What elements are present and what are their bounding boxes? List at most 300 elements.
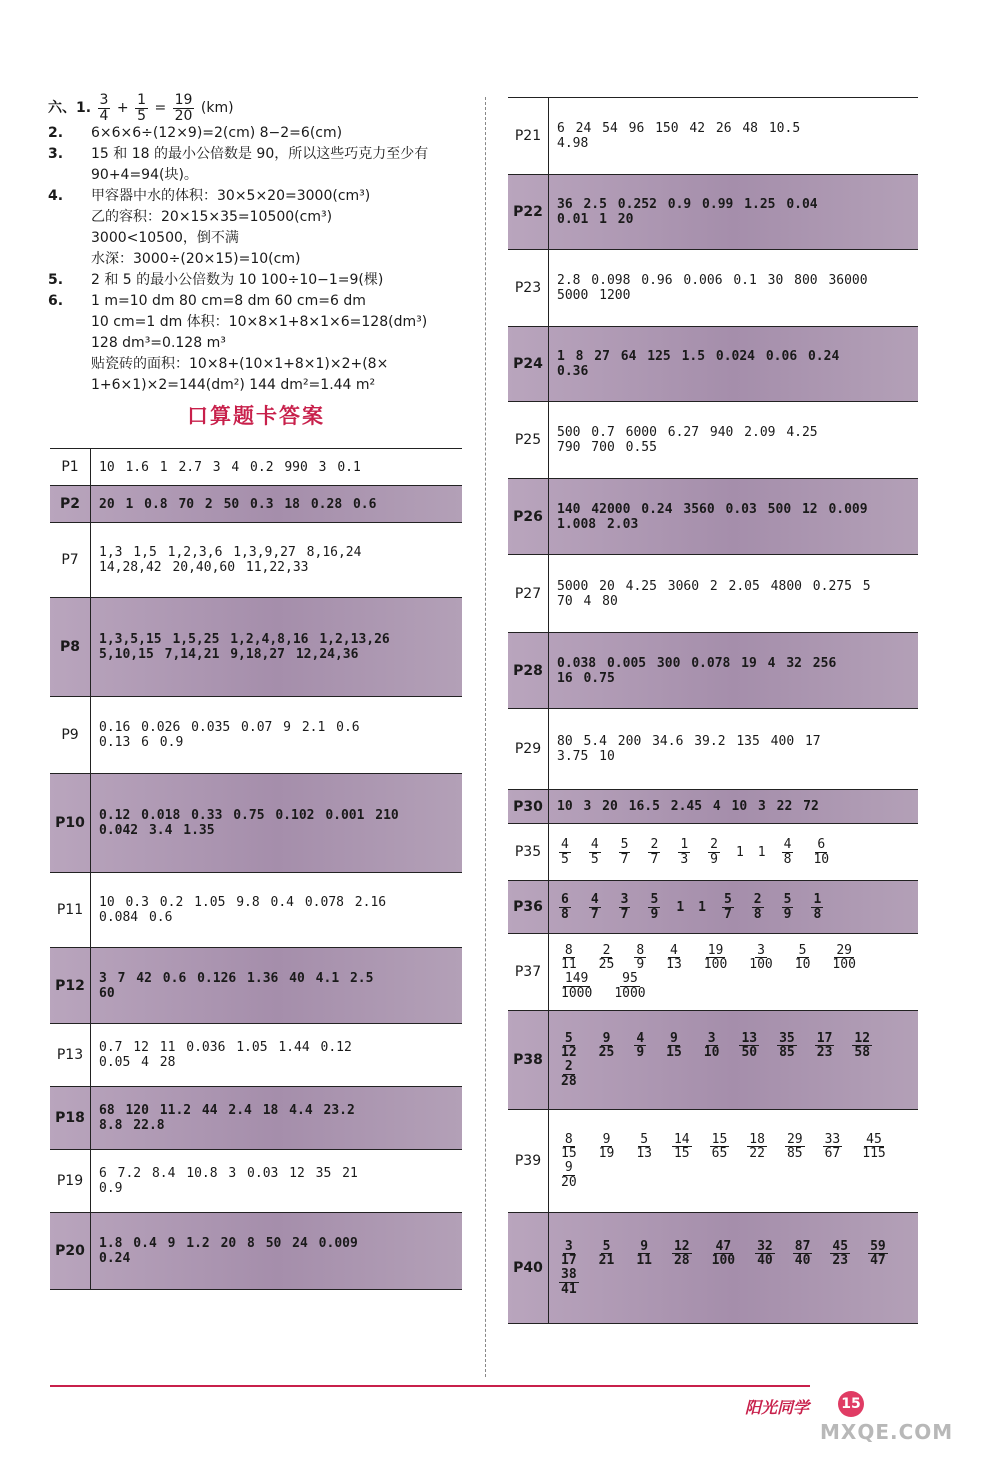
solution-text: 甲容器中水的体积：30×5×20=3000(cm³) [91, 188, 371, 205]
answer-values [549, 1110, 918, 1212]
page-label: P7 [50, 523, 91, 597]
page-label: P11 [50, 873, 91, 947]
answer-line [557, 1161, 910, 1189]
fraction [664, 1032, 684, 1060]
page-label: P18 [50, 1087, 91, 1149]
page-label: P27 [508, 555, 549, 632]
answer-line: 0.084 0.6 [99, 910, 173, 925]
denominator: 20 [561, 1174, 577, 1190]
denominator: 7 [650, 851, 659, 867]
answer-line: 16 0.75 [557, 670, 615, 686]
answer-line: 0.16 0.026 0.035 0.07 9 2.1 0.6 [99, 720, 360, 735]
page-label: P8 [50, 598, 91, 696]
numerator: 5 [650, 891, 659, 907]
fraction [785, 1133, 805, 1161]
page-label: P37 [508, 934, 549, 1010]
numerator: 18 [749, 1131, 765, 1147]
numerator: 2 [564, 1059, 573, 1074]
numerator: 33 [824, 1131, 841, 1147]
answer-line: 10 1.6 1 2.7 3 4 0.2 990 3 0.1 [99, 459, 361, 475]
denominator: 65 [711, 1146, 728, 1162]
denominator: 115 [862, 1146, 886, 1162]
solution-text: 15 和 18 的最小公倍数是 90，所以这些巧克力至少有 [91, 146, 429, 163]
answer-line: 10 0.3 0.2 1.05 9.8 0.4 0.078 2.16 [99, 895, 387, 910]
denominator: 7 [723, 906, 732, 922]
numerator: 9 [640, 1238, 649, 1254]
answer-row [50, 598, 462, 697]
denominator: 50 [741, 1045, 758, 1061]
answer-line: 20 1 0.8 70 2 50 0.3 18 0.28 0.6 [99, 496, 377, 512]
answer-values [91, 1213, 462, 1289]
denominator: 8 [783, 851, 792, 867]
answer-row [508, 1110, 918, 1213]
answer-values [91, 486, 462, 522]
fraction [777, 1032, 797, 1060]
fraction [559, 1032, 579, 1060]
denominator: 17 [561, 1253, 577, 1269]
answer-row [508, 175, 918, 250]
numerator: 9 [602, 1030, 611, 1046]
fraction [747, 944, 774, 972]
numerator: 87 [794, 1238, 811, 1254]
answer-row [50, 1150, 462, 1213]
numerator: 8 [636, 942, 645, 958]
answer-line: 0.7 12 11 0.036 1.05 1.44 0.12 [99, 1040, 352, 1055]
answer-row [50, 948, 462, 1024]
denominator: 8 [561, 906, 569, 922]
page-number: 15 [838, 1391, 864, 1417]
solution-label: 5. [48, 272, 64, 289]
answer-row [50, 1213, 462, 1290]
answer-values [549, 250, 918, 326]
fraction [634, 1032, 646, 1060]
answer-values [91, 774, 462, 872]
solution-text: 3000<10500，倒不满 [91, 230, 239, 247]
fraction [755, 1240, 775, 1268]
page-label: P1 [50, 449, 91, 485]
numerator: 4 [636, 1030, 645, 1046]
numerator: 149 [564, 971, 589, 986]
answer-line: 1 8 27 64 125 1.5 0.024 0.06 0.24 [557, 349, 840, 364]
solution-text: 乙的容积：20×15×35=10500(cm³) [91, 209, 333, 226]
page-label: P30 [508, 790, 549, 823]
fraction [559, 1268, 579, 1296]
solution-line [48, 123, 468, 144]
answer-line [557, 1032, 910, 1060]
solution-line [48, 375, 468, 396]
solution-lines [48, 123, 468, 396]
whole-number: 1 [735, 844, 744, 860]
numerator: 3 [564, 1238, 573, 1254]
numerator: 59 [870, 1238, 886, 1254]
numerator: 4 [590, 836, 599, 852]
denominator: 7 [620, 906, 629, 922]
solution-line [48, 228, 468, 249]
answer-row [508, 555, 918, 633]
fraction: $\frac{3}{4}$ [99, 92, 109, 124]
answer-line: 0.9 [99, 1181, 123, 1196]
fraction [830, 944, 857, 972]
answer-row [50, 449, 462, 486]
numerator: 95 [622, 971, 638, 986]
page-label: P29 [508, 709, 549, 789]
fraction [648, 838, 660, 866]
denominator: 7 [620, 851, 629, 867]
denominator: 15 [561, 1146, 577, 1162]
numerator: 9 [670, 1030, 678, 1046]
fraction [782, 893, 794, 921]
answer-line [557, 838, 910, 866]
whole-number: 1 [698, 899, 706, 915]
denominator: 9 [783, 906, 792, 922]
fraction [672, 1133, 692, 1161]
answer-line: 6 24 54 96 150 42 26 48 10.5 [557, 121, 801, 136]
answer-line: 3 7 42 0.6 0.126 1.36 40 4.1 2.5 [99, 970, 374, 986]
denominator: 12 [561, 1045, 577, 1061]
fraction [672, 1240, 692, 1268]
fraction [678, 838, 690, 866]
answer-row [508, 327, 918, 402]
denominator: 7 [590, 906, 599, 922]
solution-line [48, 207, 468, 228]
answer-line: 36 2.5 0.252 0.9 0.99 1.25 0.04 [557, 197, 818, 212]
numerator: 3 [707, 1030, 716, 1046]
solution-line [48, 270, 468, 291]
page-label: P26 [508, 479, 549, 554]
numerator: 17 [816, 1030, 833, 1046]
answer-values [549, 1213, 918, 1323]
numerator: 29 [786, 1131, 803, 1147]
fraction [782, 838, 794, 866]
numerator: 15 [711, 1131, 728, 1147]
fraction [860, 1133, 887, 1161]
fraction [597, 1032, 617, 1060]
fraction [597, 944, 617, 972]
fraction [708, 838, 720, 866]
answer-line: 8.8 22.8 [99, 1118, 165, 1133]
answer-values [91, 1024, 462, 1086]
solution-line [48, 291, 468, 312]
answer-line: 140 42000 0.24 3560 0.03 500 12 0.009 [557, 501, 868, 517]
solutions-section [48, 93, 468, 396]
solution-label: 4. [48, 188, 64, 205]
answer-line [557, 1240, 910, 1268]
denominator: 8 [753, 906, 762, 922]
denominator: 100 [832, 957, 856, 973]
solution-text: 6×6×6÷(12×9)=2(cm) 8−2=6(cm) [91, 125, 343, 142]
answer-values [91, 1087, 462, 1149]
answer-line [557, 893, 910, 921]
answer-line [557, 1060, 910, 1088]
fraction [702, 1032, 722, 1060]
answer-row [50, 1087, 462, 1150]
fraction [634, 944, 646, 972]
answer-row [508, 98, 918, 175]
answer-row [508, 479, 918, 555]
fraction [559, 893, 571, 921]
fraction [612, 972, 647, 1000]
numerator: 4 [561, 836, 569, 852]
answer-line: 14,28,42 20,40,60 11,22,33 [99, 560, 309, 575]
fraction [559, 972, 594, 1000]
watermark: MXQE.COM [820, 1420, 954, 1444]
answer-line: 0.12 0.018 0.33 0.75 0.102 0.001 210 [99, 808, 399, 823]
fraction [559, 1060, 579, 1088]
fraction [634, 1240, 654, 1268]
numerator: 14 [673, 1131, 690, 1147]
fraction [559, 838, 571, 866]
denominator: 9 [636, 957, 645, 973]
answer-values [549, 98, 918, 174]
answer-values [549, 633, 918, 708]
footer-rule [50, 1385, 810, 1387]
denominator: 67 [824, 1146, 841, 1162]
answer-line [557, 1268, 910, 1296]
answer-line: 0.042 3.4 1.35 [99, 823, 215, 838]
page-label: P38 [508, 1011, 549, 1109]
denominator: 5 [561, 851, 569, 867]
numerator: 5 [640, 1131, 649, 1147]
solution-line [48, 354, 468, 375]
answer-line: 70 4 80 [557, 593, 618, 609]
fraction [739, 1032, 759, 1060]
denominator: 11 [561, 957, 577, 973]
fraction [830, 1240, 850, 1268]
answer-values [549, 175, 918, 249]
denominator: 1000 [614, 985, 646, 1001]
solution-line [48, 144, 468, 165]
numerator: 5 [798, 942, 807, 958]
denominator: 9 [710, 851, 718, 867]
solution-label: 六、1. [48, 100, 92, 117]
fraction [559, 1133, 579, 1161]
answer-table-left [50, 448, 462, 1290]
denominator: 21 [598, 1253, 615, 1269]
answer-values [91, 598, 462, 696]
page-label: P20 [50, 1213, 91, 1289]
numerator: 45 [866, 1131, 882, 1147]
answer-values [549, 402, 918, 478]
denominator: 22 [749, 1146, 765, 1162]
answer-row [508, 709, 918, 790]
fraction [811, 838, 831, 866]
fraction [793, 944, 813, 972]
column-divider [485, 97, 486, 1377]
denominator: 13 [666, 957, 682, 973]
denominator: 28 [673, 1253, 690, 1269]
denominator: 100 [711, 1253, 736, 1269]
denominator: 23 [816, 1045, 833, 1061]
answer-values [549, 824, 918, 880]
denominator: 100 [749, 957, 773, 973]
brand-logo: 阳光同学 [745, 1398, 810, 1417]
answer-values [91, 1150, 462, 1212]
solution-line [48, 165, 468, 186]
denominator: 41 [561, 1281, 577, 1297]
numerator: 5 [620, 836, 629, 852]
solution-text: 10 cm=1 dm 体积：10×8×1+8×1×6=128(dm³) [91, 314, 428, 331]
page-label: P21 [508, 98, 549, 174]
answer-line: 6 7.2 8.4 10.8 3 0.03 12 35 21 [99, 1166, 358, 1181]
denominator: 23 [832, 1253, 849, 1269]
numerator: 19 [707, 942, 724, 958]
numerator: 29 [836, 942, 852, 958]
answer-line: 4.98 [557, 136, 589, 151]
fraction [710, 1133, 730, 1161]
solution-text: 128 dm³=0.128 m³ [91, 335, 226, 352]
page-label: P10 [50, 774, 91, 872]
fraction: $\frac{1}{5}$ [137, 92, 146, 124]
fraction: $\frac{19}{20}$ [174, 92, 193, 124]
fraction [619, 893, 631, 921]
numerator: 45 [832, 1238, 849, 1254]
denominator: 10 [794, 957, 811, 973]
solution-text: 1 m=10 dm 80 cm=8 dm 60 cm=6 dm [91, 293, 366, 310]
answer-row [508, 824, 918, 881]
fraction [793, 1240, 813, 1268]
solution-line [48, 333, 468, 354]
answer-line: 0.13 6 0.9 [99, 735, 184, 750]
answer-row [508, 250, 918, 327]
fraction [752, 893, 764, 921]
answer-line: 80 5.4 200 34.6 39.2 135 400 17 [557, 734, 821, 749]
page-label: P25 [508, 402, 549, 478]
fraction [823, 1133, 843, 1161]
solution-text: 水深：3000÷(20×15)=10(cm) [91, 251, 301, 268]
solution-line [48, 186, 468, 207]
answer-line: 500 0.7 6000 6.27 940 2.09 4.25 [557, 425, 818, 440]
answer-values [91, 523, 462, 597]
numerator: 8 [564, 942, 573, 958]
answer-row [50, 873, 462, 948]
whole-number: 1 [676, 899, 685, 915]
answer-line: 1.8 0.4 9 1.2 20 8 50 24 0.009 [99, 1236, 358, 1251]
answer-row [508, 1213, 918, 1324]
answer-line: 5000 20 4.25 3060 2 2.05 4800 0.275 5 [557, 578, 871, 594]
denominator: 3 [680, 851, 689, 867]
answer-values [549, 555, 918, 632]
answer-line: 60 [99, 985, 115, 1001]
fraction [747, 1133, 767, 1161]
page-label: P23 [508, 250, 549, 326]
fraction [597, 1240, 617, 1268]
denominator: 13 [636, 1146, 652, 1162]
answer-line: 1,3 1,5 1,2,3,6 1,3,9,27 8,16,24 [99, 545, 362, 560]
numerator: 3 [620, 891, 629, 907]
answer-line: 0.36 [557, 364, 589, 379]
denominator: 19 [598, 1146, 615, 1162]
answer-line [557, 972, 910, 1000]
page-label: P12 [50, 948, 91, 1023]
fraction [710, 1240, 737, 1268]
answer-row [50, 774, 462, 873]
solution-label: 3. [48, 146, 64, 163]
fraction [559, 944, 579, 972]
numerator: 5 [723, 891, 732, 907]
fraction [722, 893, 734, 921]
answer-values [91, 697, 462, 773]
solution-line [48, 312, 468, 333]
answer-values [91, 873, 462, 947]
fraction [597, 1133, 617, 1161]
numerator: 6 [817, 836, 826, 852]
numerator: 3 [757, 942, 765, 958]
numerator: 9 [602, 1131, 611, 1147]
answer-values [91, 948, 462, 1023]
answer-row [50, 523, 462, 598]
fraction [559, 1161, 579, 1189]
answer-values [91, 449, 462, 485]
answer-row [508, 1011, 918, 1110]
denominator: 28 [561, 1073, 577, 1089]
answer-line: 0.24 [99, 1251, 131, 1266]
fraction [811, 893, 823, 921]
numerator: 12 [673, 1238, 690, 1254]
answer-line: 0.038 0.005 300 0.078 19 4 32 256 [557, 655, 837, 671]
numerator: 2 [710, 836, 718, 852]
numerator: 2 [602, 942, 611, 958]
denominator: 40 [794, 1253, 811, 1269]
numerator: 4 [670, 942, 678, 958]
page-label: P13 [50, 1024, 91, 1086]
answer-values [549, 1011, 918, 1109]
denominator: 40 [757, 1253, 773, 1269]
answer-line: 5,10,15 7,14,21 9,18,27 12,24,36 [99, 647, 359, 662]
answer-table-right [508, 97, 918, 1324]
fraction [815, 1032, 835, 1060]
denominator: 8 [813, 906, 822, 922]
answer-row [508, 402, 918, 479]
solution-text: 90+4=94(块)。 [91, 167, 198, 184]
answer-line [557, 944, 910, 972]
page-label: P2 [50, 486, 91, 522]
denominator: 1000 [561, 985, 593, 1001]
numerator: 5 [602, 1238, 611, 1254]
denominator: 25 [598, 957, 615, 973]
page-label: P40 [508, 1213, 549, 1323]
page-label: P22 [508, 175, 549, 249]
answer-values [549, 479, 918, 554]
numerator: 13 [741, 1030, 758, 1046]
answer-row [50, 697, 462, 774]
fraction [559, 1240, 579, 1268]
answer-values [549, 790, 918, 823]
numerator: 2 [650, 836, 659, 852]
denominator: 10 [703, 1045, 720, 1061]
fraction [852, 1032, 872, 1060]
denominator: 11 [636, 1253, 652, 1269]
numerator: 5 [783, 891, 792, 907]
numerator: 1 [680, 836, 689, 852]
numerator: 47 [715, 1238, 732, 1254]
denominator: 47 [870, 1253, 886, 1269]
whole-number: 1 [757, 844, 766, 860]
denominator: 9 [636, 1045, 645, 1061]
answer-line: 1.008 2.03 [557, 516, 639, 532]
numerator: 35 [779, 1030, 795, 1046]
page-label: P24 [508, 327, 549, 401]
page-label: P28 [508, 633, 549, 708]
solution-text: 贴瓷砖的面积：10×8+(10×1+8×1)×2+(8× [91, 356, 389, 373]
page-label: P35 [508, 824, 549, 880]
denominator: 9 [650, 906, 659, 922]
solution-1: 六、1. $\frac{3}{4}$ + $\frac{1}{5}$ = $\frac{19}{20}$ (km) [48, 92, 234, 124]
answer-line [557, 1133, 910, 1161]
denominator: 85 [779, 1045, 795, 1061]
answer-values [549, 881, 918, 933]
fraction [648, 893, 660, 921]
denominator: 58 [854, 1045, 871, 1061]
